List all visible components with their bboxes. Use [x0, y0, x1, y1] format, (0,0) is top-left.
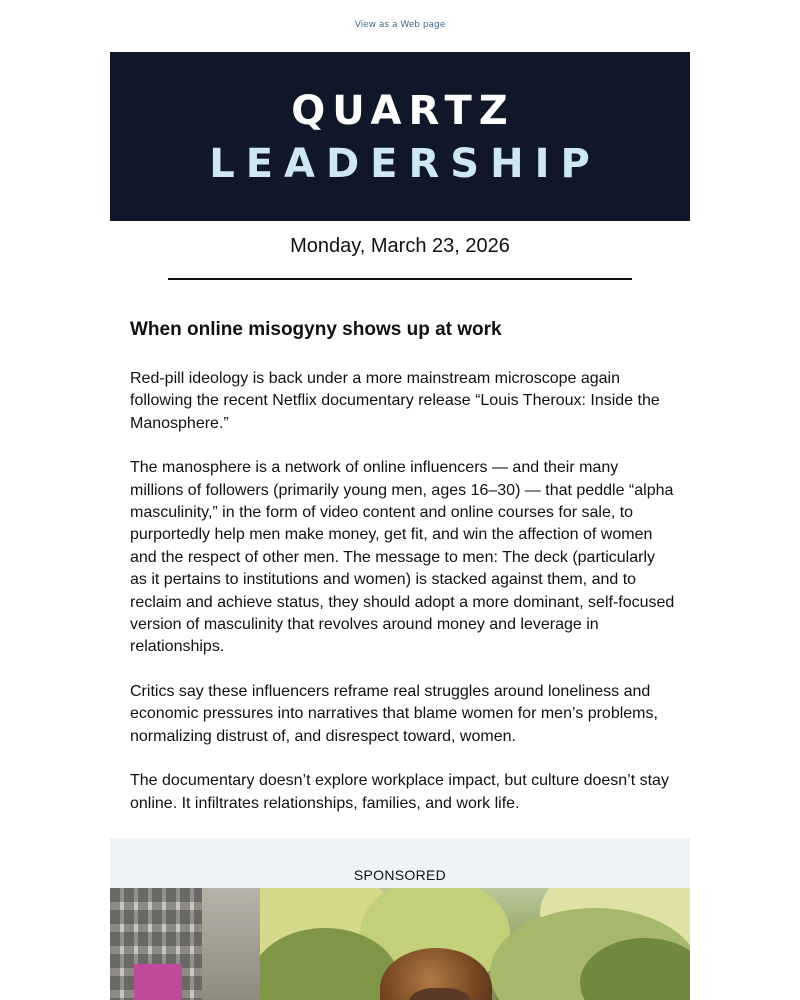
banner-brand-line2: LEADERSHIP — [209, 141, 601, 187]
article-paragraph: The manosphere is a network of online influencers — and their many millions of followers (primarily young men, ages 16–30) — that peddle “alpha masculinity,” in the form of video content and online courses for sale, to purportedly help men make money, get fit, and win the affection of women and the respect of other men. The message to men: The deck (particularly as it pertains to institutions and women) is stacked against them, and to reclaim and achieve status, they should adopt a more dominant, self-focused version of masculinity that revolves around money and leverage in relationships. — [130, 459, 675, 656]
date-divider — [168, 278, 632, 280]
quartz-leadership-banner[interactable] — [110, 52, 690, 221]
web-view-bar — [0, 19, 800, 32]
sponsored-section — [110, 838, 690, 1000]
banner-brand-line1: QUARTZ — [291, 88, 515, 134]
article-paragraph: Red-pill ideology is back under a more mainstream microscope again following the recent Netflix documentary release “Louis Theroux: Inside the Manosphere.” — [130, 370, 660, 432]
photo-sign — [134, 964, 182, 1000]
article-body — [130, 368, 675, 837]
newsletter-date: Monday, March 23, 2026 — [290, 235, 510, 257]
article-paragraph: The documentary doesn’t explore workplace impact, but culture doesn’t stay online. It infiltrates relationships, families, and work life. — [130, 772, 669, 812]
photo-tower — [202, 888, 260, 1000]
view-as-web-page-link[interactable]: View as a Web page — [354, 20, 446, 30]
article-headline: When online misogyny shows up at work — [130, 319, 502, 340]
sponsored-image[interactable] — [110, 888, 690, 1000]
sponsored-label: SPONSORED — [353, 867, 447, 883]
article-paragraph: Critics say these influencers reframe real struggles around loneliness and economic pressures into narratives that blame women for men’s problems, normalizing distrust of, and disrespect toward, women. — [130, 682, 658, 745]
